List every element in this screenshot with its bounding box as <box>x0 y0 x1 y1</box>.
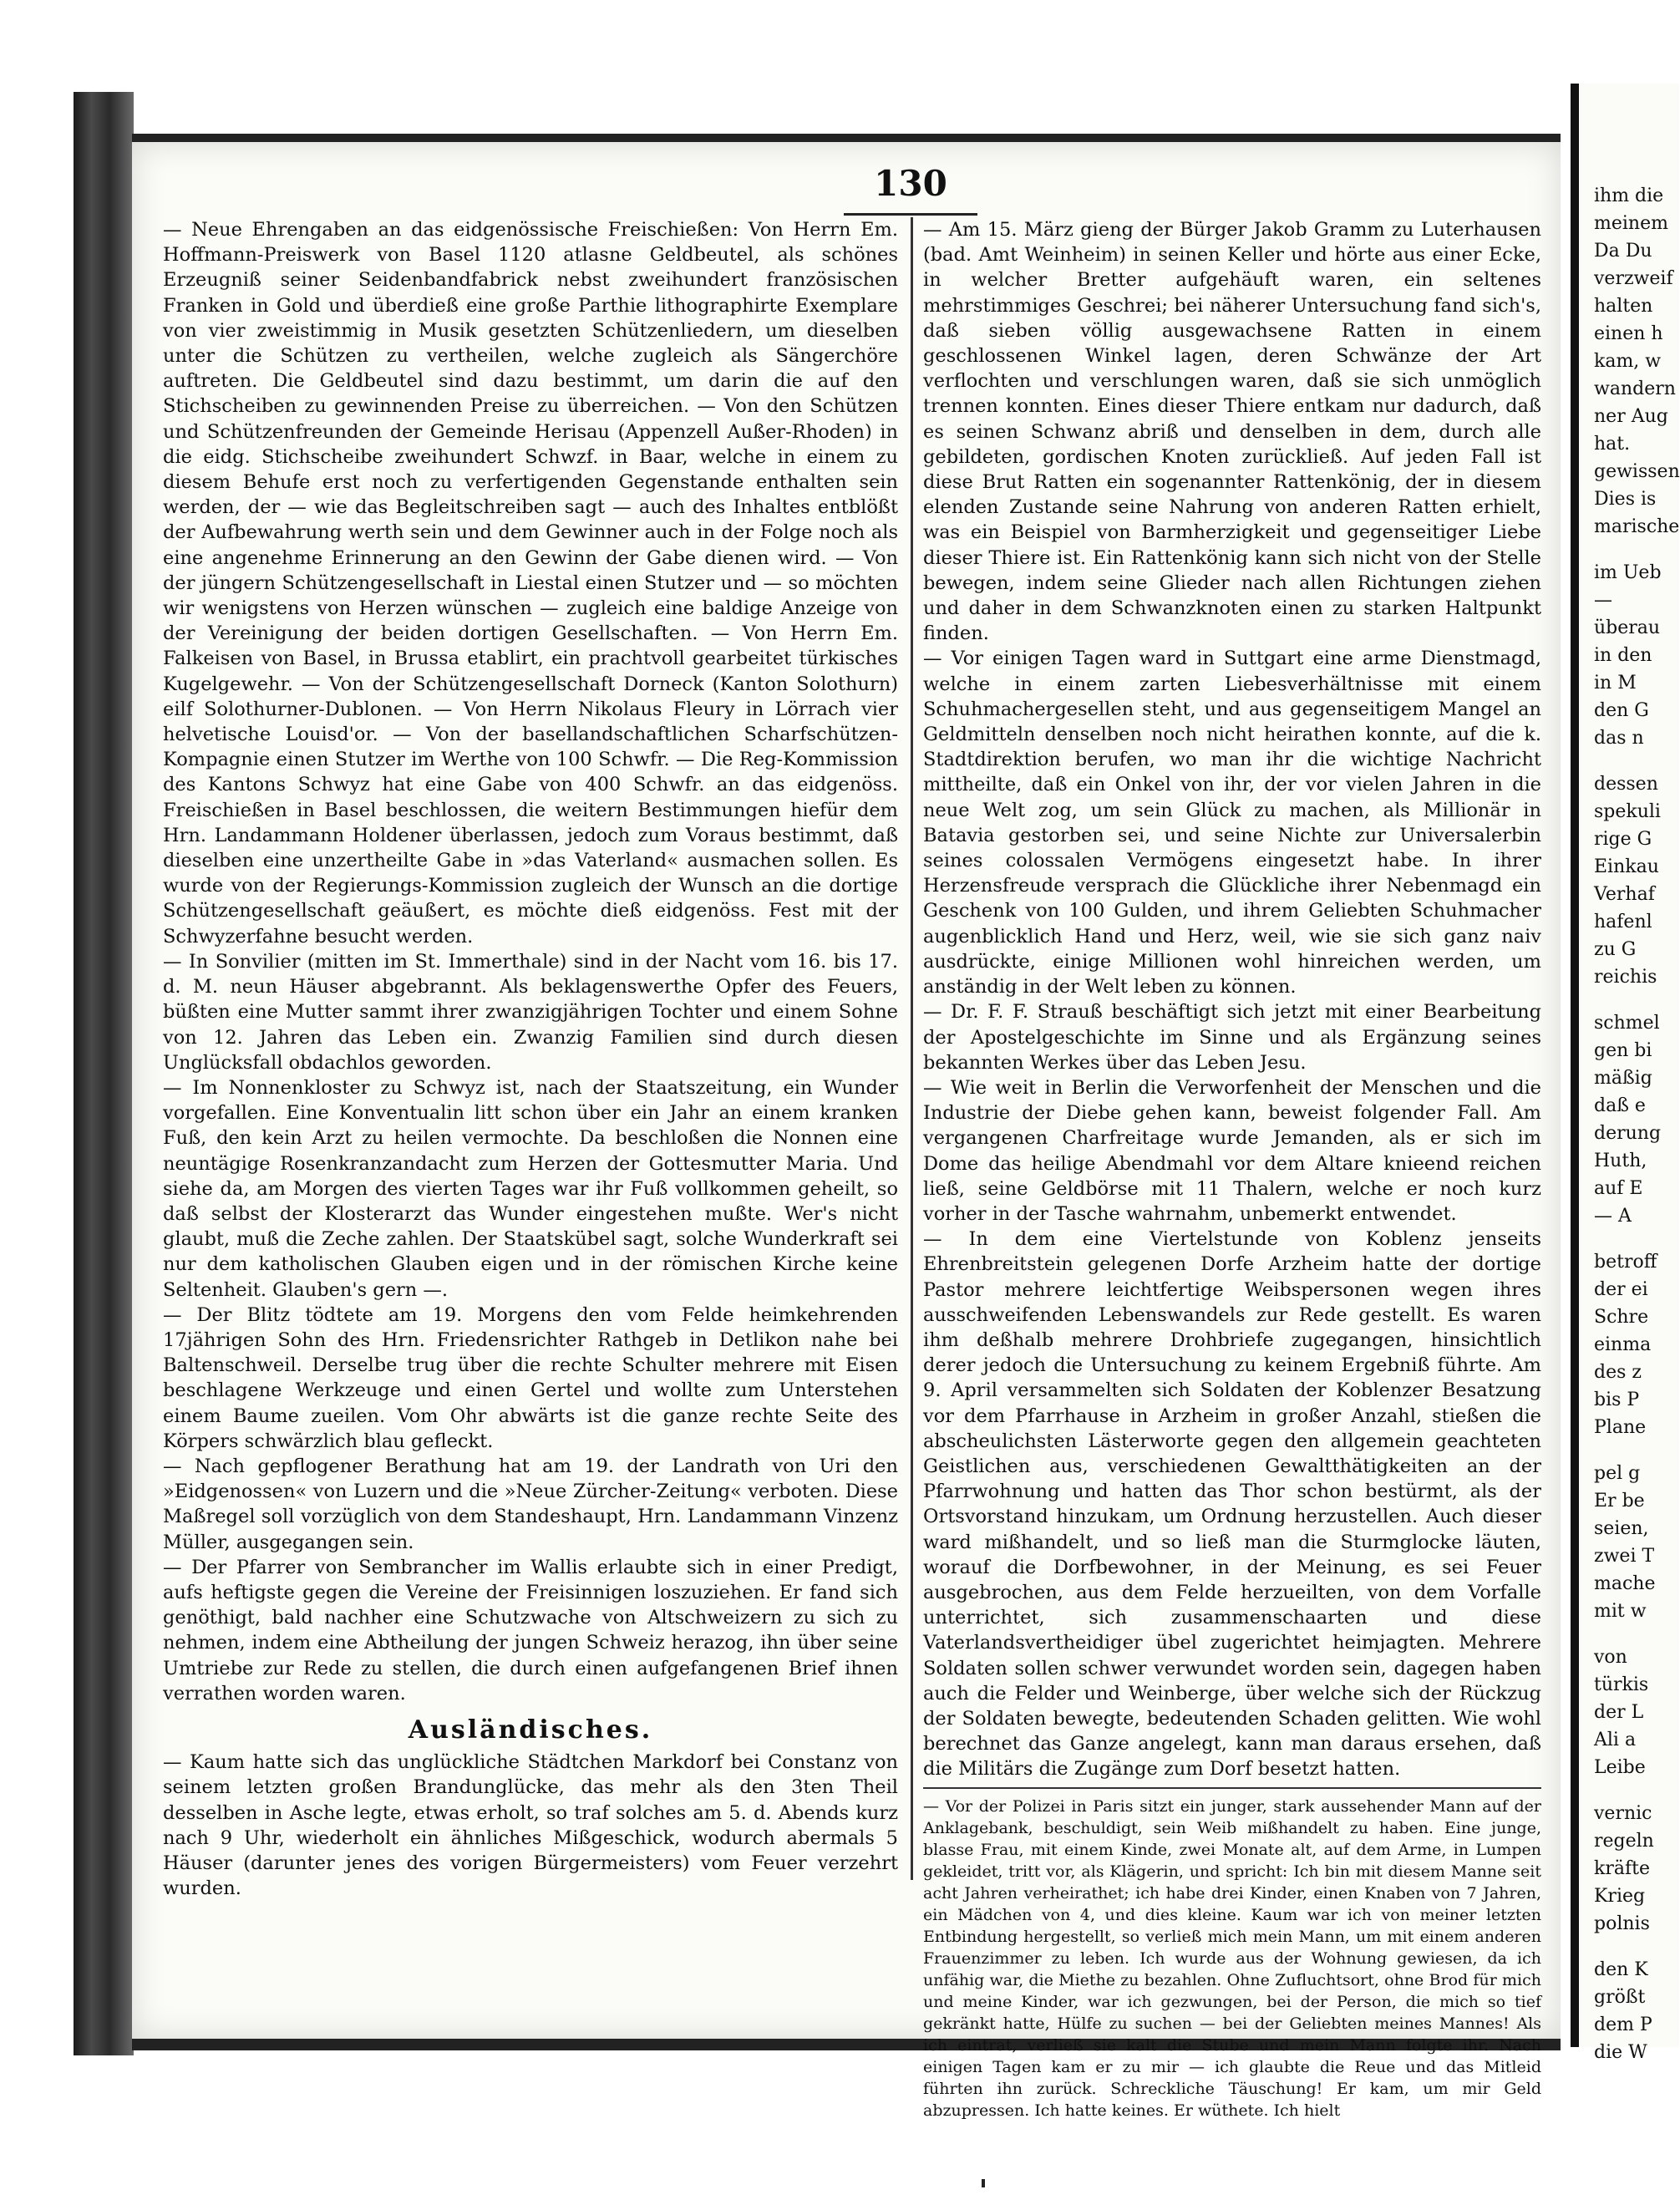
next-page-fragment: türkis <box>1594 1674 1649 1695</box>
next-page-fragment: wandern <box>1594 378 1676 399</box>
page-number: 130 <box>844 163 977 216</box>
next-page-fragment: Er be <box>1594 1491 1645 1511</box>
next-page-fragment: den K <box>1594 1959 1648 1980</box>
next-page-fragment: Dies is <box>1594 489 1657 510</box>
next-page-fragment: die W <box>1594 2042 1647 2063</box>
article-paragraph: — Nach gepflogener Berathung hat am 19. der Landrath von Uri den »Eidgenossen« von Luzern und die »Neue Zürcher-Zeitung« verboten. Diese Maßregel soll vorzüglich von dem Standeshaupt, Hrn. Landammann Vinzenz Müller, ausgegangen sein. <box>163 1455 898 1553</box>
book-spine-shadow <box>74 92 134 2055</box>
print-speck <box>982 2179 985 2187</box>
left-column <box>163 217 898 1905</box>
next-page-fragment: Krieg <box>1594 1886 1646 1907</box>
next-page-fragment: einen h <box>1594 323 1663 344</box>
next-page-fragment: mache <box>1594 1573 1656 1594</box>
next-page-fragment: vernic <box>1594 1803 1652 1824</box>
article-paragraph: — Der Pfarrer von Sembrancher im Wallis erlaubte sich in einer Predigt, aufs heftigste gegen die Vereine der Freisinnigen loszuziehen. Er fand sich genöthigt, bald nachher eine Schutzwache von Altschweizern zu sich zu nehmen, indem eine Abtheilung der jungen Schweiz herazog, ihn über seine Umtriebe zur Rede zu stellen, die durch einen aufgefangenen Brief ihnen verrathen worden waren. <box>163 1556 898 1704</box>
article-paragraph: — Wie weit in Berlin die Verworfenheit der Menschen und die Industrie der Diebe gehen kann, beweist folgender Fall. Am vergangenen Charfreitage wurde Jemanden, als er sich im Dome das heilige Abendmahl vor dem Altare knieend reichen ließ, seine Geldbörse mit 11 Thalern, welche er noch kurz vorher in der Tasche wahrnahm, unbemerkt entwendet. <box>923 1076 1541 1225</box>
next-page-fragment: zwei T <box>1594 1546 1655 1567</box>
next-page-fragment: zu G <box>1594 939 1637 960</box>
article-paragraph: — Kaum hatte sich das unglückliche Städtchen Markdorf bei Constanz von seinem letzten großen Brandunglücke, das mehr als den 3ten Theil desselben in Asche legte, etwas erholt, so traf solches am 5. d. Abends kurz nach 9 Uhr, wiederholt ein ähnliches Mißgeschick, wodurch abermals 5 Häuser (darunter jenes des vorigen Bürgermeisters) vom Feuer verzehrt wurden. <box>163 1751 898 1900</box>
adjacent-page-edge <box>1571 84 1680 2063</box>
next-page-fragment: den G <box>1594 700 1649 721</box>
column-divider <box>911 217 913 1880</box>
next-page-fragment: — <box>1594 590 1612 611</box>
next-page-fragment: spekuli <box>1594 801 1661 822</box>
next-page-fragment: rige G <box>1594 829 1652 850</box>
next-page-fragment: Huth, <box>1594 1151 1647 1171</box>
next-page-fragment: einma <box>1594 1334 1652 1355</box>
next-page-fragment: der L <box>1594 1702 1644 1723</box>
next-page-fragment: ner Aug <box>1594 406 1668 427</box>
next-page-fragment: marische <box>1594 516 1680 537</box>
next-page-fragment: in M <box>1594 673 1637 693</box>
next-page-fragment: pel g <box>1594 1463 1641 1484</box>
next-page-fragment: dem P <box>1594 2014 1652 2035</box>
next-page-fragment: — A <box>1594 1206 1632 1227</box>
next-page-fragment: mäßig <box>1594 1068 1652 1089</box>
next-page-fragment: gewissen <box>1594 461 1680 482</box>
article-paragraph: — In Sonvilier (mitten im St. Immerthale) sind in der Nacht vom 16. bis 17. d. M. neun Häuser abgebrannt. Als beklagenswerthe Opfer des Feuers, büßten eine Mutter sammt ihrer zwanzigjährigen Tochter und einem Sohne von 12. Jahren das Leben ein. Zwanzig Familien sind durch diesen Unglücksfall obdachlos geworden. <box>163 950 898 1074</box>
next-page-fragment: Da Du <box>1594 241 1652 262</box>
next-page-fragment: daß e <box>1594 1095 1646 1116</box>
next-page-fragment: dessen <box>1594 774 1658 795</box>
next-page-fragment: polnis <box>1594 1913 1650 1934</box>
next-page-fragment: überau <box>1594 617 1661 638</box>
next-page-fragment: verzweif <box>1594 268 1673 289</box>
book-binding <box>0 0 134 2210</box>
next-page-fragment: seien, <box>1594 1518 1649 1539</box>
next-page-fragment: reichis <box>1594 967 1657 988</box>
next-page-fragment: meinem <box>1594 213 1668 234</box>
next-page-fragment: hat. <box>1594 434 1631 455</box>
next-page-fragment: gen bi <box>1594 1040 1652 1061</box>
next-page-fragment: kam, w <box>1594 351 1662 372</box>
article-paragraph: — Vor einigen Tagen ward in Suttgart eine arme Dienstmagd, welche in einem zarten Liebesverhältnisse mit einem Schuhmachergesellen steht, und aus gegenseitigem Mangel an Geldmitteln denselben noch nicht heirathen konnte, auf die k. Stadtdirektion berufen, wo man ihr die wichtige Nachricht mittheilte, daß ein Onkel von ihr, der vor vielen Jahren in die neue Welt zog, um sein Glück zu machen, als Millionär in Batavia gestorben sei, und seine Nichte zur Universalerbin seines colossalen Vermögens eingesetzt habe. In ihrer Herzensfreude versprach die Glückliche ihrer Nebenmagd ein Geschenk von 100 Gulden, und ihrem Geliebten Schuhmacher augenblicklich Hand und Herz, weil, wie sie sich ganz naiv ausdrückte, einige Millionen wohl hinreichen werden, um anständig in der Welt leben zu können. <box>923 648 1541 998</box>
article-paragraph: — Am 15. März gieng der Bürger Jakob Gramm zu Luterhausen (bad. Amt Weinheim) in seinen Keller und hörte aus einer Ecke, in welcher Bretter aufgehäuft waren, ein seltenes mehrstimmiges Geschrei; bei näherer Untersuchung fand sich's, daß sieben völlig ausgewachsene Ratten in einem geschlossenen Winkel lagen, deren Schwänze der Art verflochten und verschlungen waren, daß sie sich unmöglich trennen konnten. Eines dieser Thiere entkam nur dadurch, daß es seinen Schwanz abriß und denselben in dem, durch alle gebildeten, gordischen Knoten zurückließ. Auf jeden Fall ist diese Brut Ratten ein sogenannter Rattenkönig, der in diesem elenden Zustande seine Nahrung von anderen Ratten erhielt, was ein Beispiel von Barmherzigkeit und gegenseitiger Liebe dieser Thiere ist. Ein Rattenkönig kann sich nicht von der Stelle bewegen, indem seine Glieder nach allen Richtungen ziehen und daher in dem Schwanzknoten einen zu starken Haltpunkt finden. <box>923 219 1541 645</box>
next-page-fragment: des z <box>1594 1362 1642 1383</box>
next-page-fragment: Verhaf <box>1594 884 1655 905</box>
next-page-fragment: bis P <box>1594 1390 1640 1410</box>
next-page-fragment: schmel <box>1594 1013 1660 1034</box>
next-page-fragment: größt <box>1594 1987 1646 2008</box>
next-page-fragment: in den <box>1594 645 1652 666</box>
next-page-fragment: betroff <box>1594 1252 1657 1273</box>
next-page-fragment: Ali a <box>1594 1730 1637 1750</box>
next-page-fragment: im Ueb <box>1594 562 1662 583</box>
next-page-fragment: der ei <box>1594 1279 1648 1300</box>
right-column <box>923 217 1541 2120</box>
next-page-fragment: hafenl <box>1594 912 1652 932</box>
next-page-fragment: auf E <box>1594 1178 1643 1199</box>
next-page-fragment: Schre <box>1594 1307 1649 1328</box>
next-page-fragment: halten <box>1594 296 1653 317</box>
next-page-fragment: Plane <box>1594 1417 1647 1438</box>
article-paragraph: — Dr. F. F. Strauß beschäftigt sich jetzt mit einer Bearbeitung der Apostelgeschichte im Sinne und als Ergänzung seines bekannten Werkes über das Leben Jesu. <box>923 1001 1541 1074</box>
article-paragraph: — Neue Ehrengaben an das eidgenössische Freischießen: Von Herrn Em. Hoffmann-Preiswerk von Basel 1120 atlasne Geldbeutel, als schönes Erzeugniß seiner Seidenbandfabrick nebst zweihundert französischen Franken in Gold und überdieß eine große Parthie lithographirte Exemplare von vier zweistimmig in Musik gesetzten Schützenliedern, um dieselben unter die Schützen zu vertheilen, welche zugleich als Sängerchöre auftreten. Die Geldbeutel sind dazu bestimmt, um darin die auf den Stichscheiben zu gewinnenden Preise zu überreichen. — Von den Schützen und Schützenfreunden der Gemeinde Herisau (Appenzell Außer-Rhoden) in die eidg. Stichscheibe zweihundert Schwzf. in Baar, welche in einem zu diesem Behufe erst noch zu verfertigenden Gegenstande enthalten sein werden, der — wie das Begleitschreiben sagt — auch des Inhaltes entblößt der Aufbewahrung werth sein und dem Gewinner auch in der Folge noch als eine angenehme Erinnerung an den Gewinn der Gabe dienen wird. — Von der jüngern Schützengesellschaft in Liestal einen Stutzer und — so möchten wir wenigstens von Herzen wünschen — zugleich eine baldige Anzeige von der Vereinigung der beiden dortigen Gesellschaften. — Von Herrn Em. Falkeisen von Basel, in Brussa etablirt, ein prachtvoll gearbeitet türkisches Kugelgewehr. — Von der Schützengesellschaft Dorneck (Kanton Solothurn) eilf Solothurner-Dublonen. — Von Herrn Nikolaus Fleury in Lörrach vier helvetische Louisd'or. — Von der basellandschaftlichen Scharfschützen-Kompagnie einen Stutzer im Werthe von 100 Schwfr. — Die Reg-Kommission des Kantons Schwyz hat eine Gabe von 400 Schwfr. an das eidgenöss. Freischießen in Basel beschlossen, die weitern Bestimmungen hiefür dem Hrn. Landammann Holdener überlassen, jedoch zum Voraus bestimmt, daß dieselben eine unzertheilte Gabe in »das Vaterland« ausmachen sollen. Es wurde von der Regierungs-Kommission zugleich der Wunsch an die dortige Schützengesellschaft geäußert, es möchte dieß eidgenöss. Fest mit der Schwyzerfahne besucht werden. <box>163 219 898 948</box>
article-paragraph: — Im Nonnenkloster zu Schwyz ist, nach der Staatszeitung, ein Wunder vorgefallen. Eine Konventualin litt schon über ein Jahr an einem kranken Fuß, den kein Arzt zu heilen vermochte. Da beschloßen die Nonnen eine neuntägige Rosenkranzandacht zum Herzen der Gottesmutter Maria. Und siehe da, am Morgen des vierten Tages war ihr Fuß vollkommen geheilt, so daß selbst der Klosterarzt das Wunder eingestehen mußte. Wer's nicht glaubt, muß die Zeche zahlen. Der Staatskübel sagt, solche Wunderkraft sei nur dem katholischen Glauben eigen und in der römischen Kirche keine Seltenheit. Glauben's gern —. <box>163 1076 898 1301</box>
next-page-fragment: Einkau <box>1594 856 1659 877</box>
next-page-fragment: derung <box>1594 1123 1662 1144</box>
article-paragraph: — In dem eine Viertelstunde von Koblenz jenseits Ehrenbreitstein gelegenen Dorfe Arzheim hatte der dortige Pastor mehrere leichtfertige Weibspersonen wegen ihres ausschweifenden Lebenswandels zur Rede gestellt. Es waren ihm deßhalb mehrere Drohbriefe zugegangen, hinsichtlich derer jedoch die Untersuchung zu keinem Ergebniß führte. Am 9. April versammelten sich Soldaten der Koblenzer Besatzung vor dem Pfarrhause in Arzheim in großer Anzahl, stießen die abscheulichsten Lästerworte gegen den allgemein geachteten Geistlichen aus, verschiedenen Gewaltthätigkeiten an der Pfarrwohnung und hatten das Thor schon bestürmt, als der Ortsvorstand hinzukam, um Ordnung herzustellen. Auch dieser ward mißhandelt, und so ließ man die Sturmglocke läuten, worauf die Dorfbewohner, in der Meinung, es sei Feuer ausgebrochen, aus dem Felde herzueilten, von dem Vorfalle unterrichtet, sich zusammenschaarten und diese Vaterlandsvertheidiger übel zugerichtet heimjagten. Mehrere Soldaten sollen schwer verwundet worden sein, dagegen haben auch die Felder und Weinberge, über welche sich der Rückzug der Soldaten bewegte, bedeutenden Schaden gelitten. Wie wohl berechnet das Ganze angelegt, kann man daraus ersehen, daß die Militärs die Zugänge zum Dorf besetzt hatten. <box>923 1228 1541 1781</box>
next-page-fragment: Leibe <box>1594 1757 1646 1778</box>
article-paragraph: — Der Blitz tödtete am 19. Morgens den vom Felde heimkehrenden 17jährigen Sohn des Hrn. Friedensrichter Rathgeb in Detlikon nahe bei Baltenschweil. Derselbe trug über die rechte Schulter mehrere mit Eisen beschlagene Werkzeuge und einen Gertel und wollte zum Unterstehen einem Baume zueilen. Vom Ohr abwärts ist die ganze rechte Seite des Körpers schwärzlich blau gefleckt. <box>163 1303 898 1452</box>
article-paragraph-small: — Vor der Polizei in Paris sitzt ein junger, stark aussehender Mann auf der Anklagebank, beschuldigt, sein Weib mißhandelt zu haben. Eine junge, blasse Frau, mit einem Kinde, zwei Monate alt, auf dem Arme, in Lumpen gekleidet, tritt vor, als Klägerin, und spricht: Ich bin mit diesem Manne seit acht Jahren verheirathet; ich habe drei Kinder, einen Knaben von 7 Jahren, ein Mädchen von 4, und dies kleine. Kaum war ich von meiner letzten Entbindung hergestellt, so verließ mich mein Mann, um mit einem anderen Frauenzimmer zu leben. Ich wurde aus der Wohnung gewiesen, da ich unfähig war, die Miethe zu bezahlen. Ohne Zufluchtsort, ohne Brod für mich und meine Kinder, war ich gezwungen, bei der Person, die mich so tief gekränkt hatte, Hülfe zu suchen — bei der Geliebten meines Mannes! Als ich eintrat, verließ sie kalt die Stube und mein Mann folgte ihr. Nach einigen Tagen kam er zu mir — ich glaubte die Reue und das Mitleid führten ihn zurück. Schreckliche Täuschung! Er kam, um mir Geld abzupressen. Ich hatte keines. Er wüthete. Ich hielt <box>923 1796 1541 2120</box>
section-heading: Ausländisches. <box>408 1715 653 1745</box>
article-separator <box>923 1787 1541 1789</box>
next-page-fragment: das n <box>1594 728 1644 749</box>
next-page-fragment: mit w <box>1594 1601 1647 1622</box>
next-page-fragment: von <box>1594 1647 1627 1668</box>
next-page-fragment: kräfte <box>1594 1858 1650 1879</box>
next-page-fragment: ihm die <box>1594 185 1664 206</box>
next-page-fragment: regeln <box>1594 1831 1654 1852</box>
